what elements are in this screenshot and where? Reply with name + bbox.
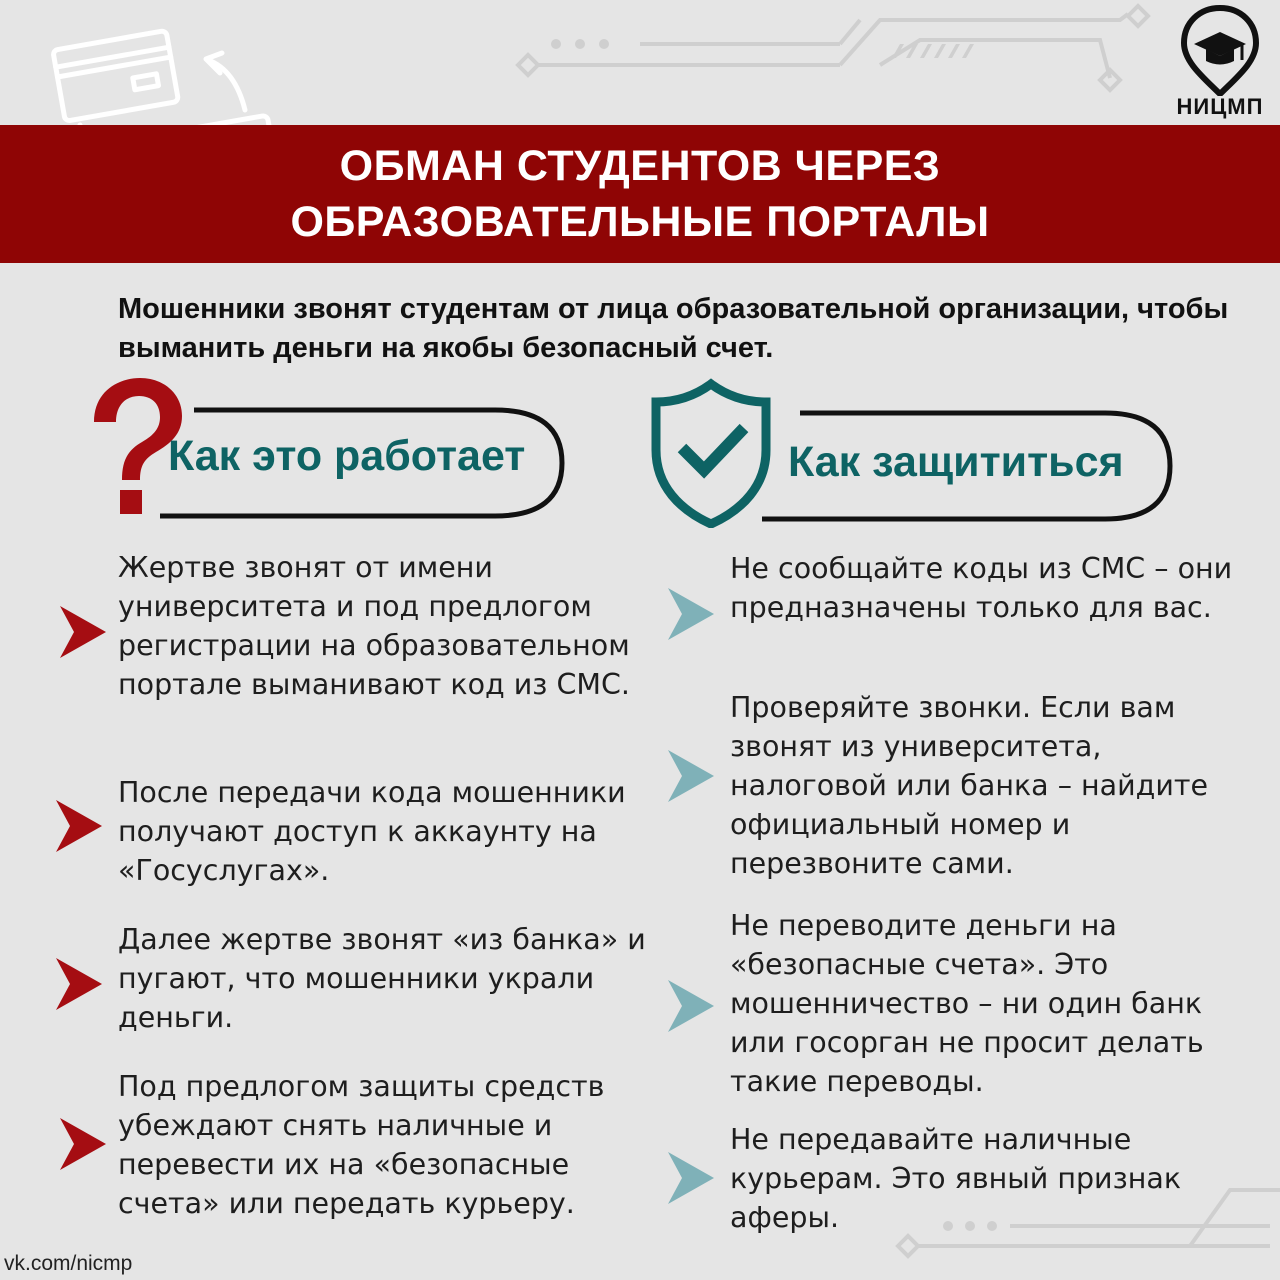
circuit-decoration-bottom [890, 1170, 1280, 1280]
chevron-right-icon [668, 588, 714, 640]
left-heading: Как это работает [168, 432, 526, 480]
title-line-2: ОБРАЗОВАТЕЛЬНЫЕ ПОРТАЛЫ [290, 198, 990, 246]
right-heading: Как защититься [788, 438, 1124, 486]
left-item-3: Далее жертве звонят «из банка» и пугают, что мошенники украли деньги. [118, 923, 646, 1034]
title-line-1: ОБМАН СТУДЕНТОВ ЧЕРЕЗ [339, 142, 941, 190]
logo-pin-icon [1178, 4, 1262, 96]
logo-text: НИЦМП [1176, 94, 1264, 119]
right-item-2: Проверяйте звонки. Если вам звонят из университета, налоговой или банка – найдите официальный номер и перезвоните сами. [730, 691, 1209, 880]
chevron-right-icon [668, 1152, 714, 1204]
left-item-1: Жертве звонят от имени университета и под предлогом регистрации на образовательном портале выманивают код из СМС. [118, 551, 630, 701]
footer-vk-link[interactable]: vk.com/nicmp [4, 1252, 133, 1275]
left-item-4: Под предлогом защиты средств убеждают снять наличные и перевести их на «безопасные счета» или передать курьеру. [118, 1070, 605, 1220]
right-item-1: Не сообщайте коды из СМС – они предназначены только для вас. [730, 552, 1233, 624]
chevron-right-icon [56, 800, 102, 852]
right-item-4: Не передавайте наличные курьерам. Это явный признак аферы. [730, 1123, 1182, 1234]
shield-check-icon [648, 378, 774, 528]
left-item-2: После передачи кода мошенники получают доступ к аккаунту на «Госуслугах». [118, 776, 626, 887]
chevron-right-icon [668, 750, 714, 802]
chevron-right-icon [668, 980, 714, 1032]
right-item-3: Не переводите деньги на «безопасные счета». Это мошенничество – ни один банк или госорган не просит делать такие переводы. [730, 909, 1204, 1098]
chevron-right-icon [56, 958, 102, 1010]
chevron-right-icon [60, 1118, 106, 1170]
circuit-decoration-top [500, 0, 1160, 110]
chevron-right-icon [60, 606, 106, 658]
intro-text: Мошенники звонят студентам от лица образовательной организации, чтобы выманить деньги на якобы безопасный счет. [118, 293, 1229, 364]
